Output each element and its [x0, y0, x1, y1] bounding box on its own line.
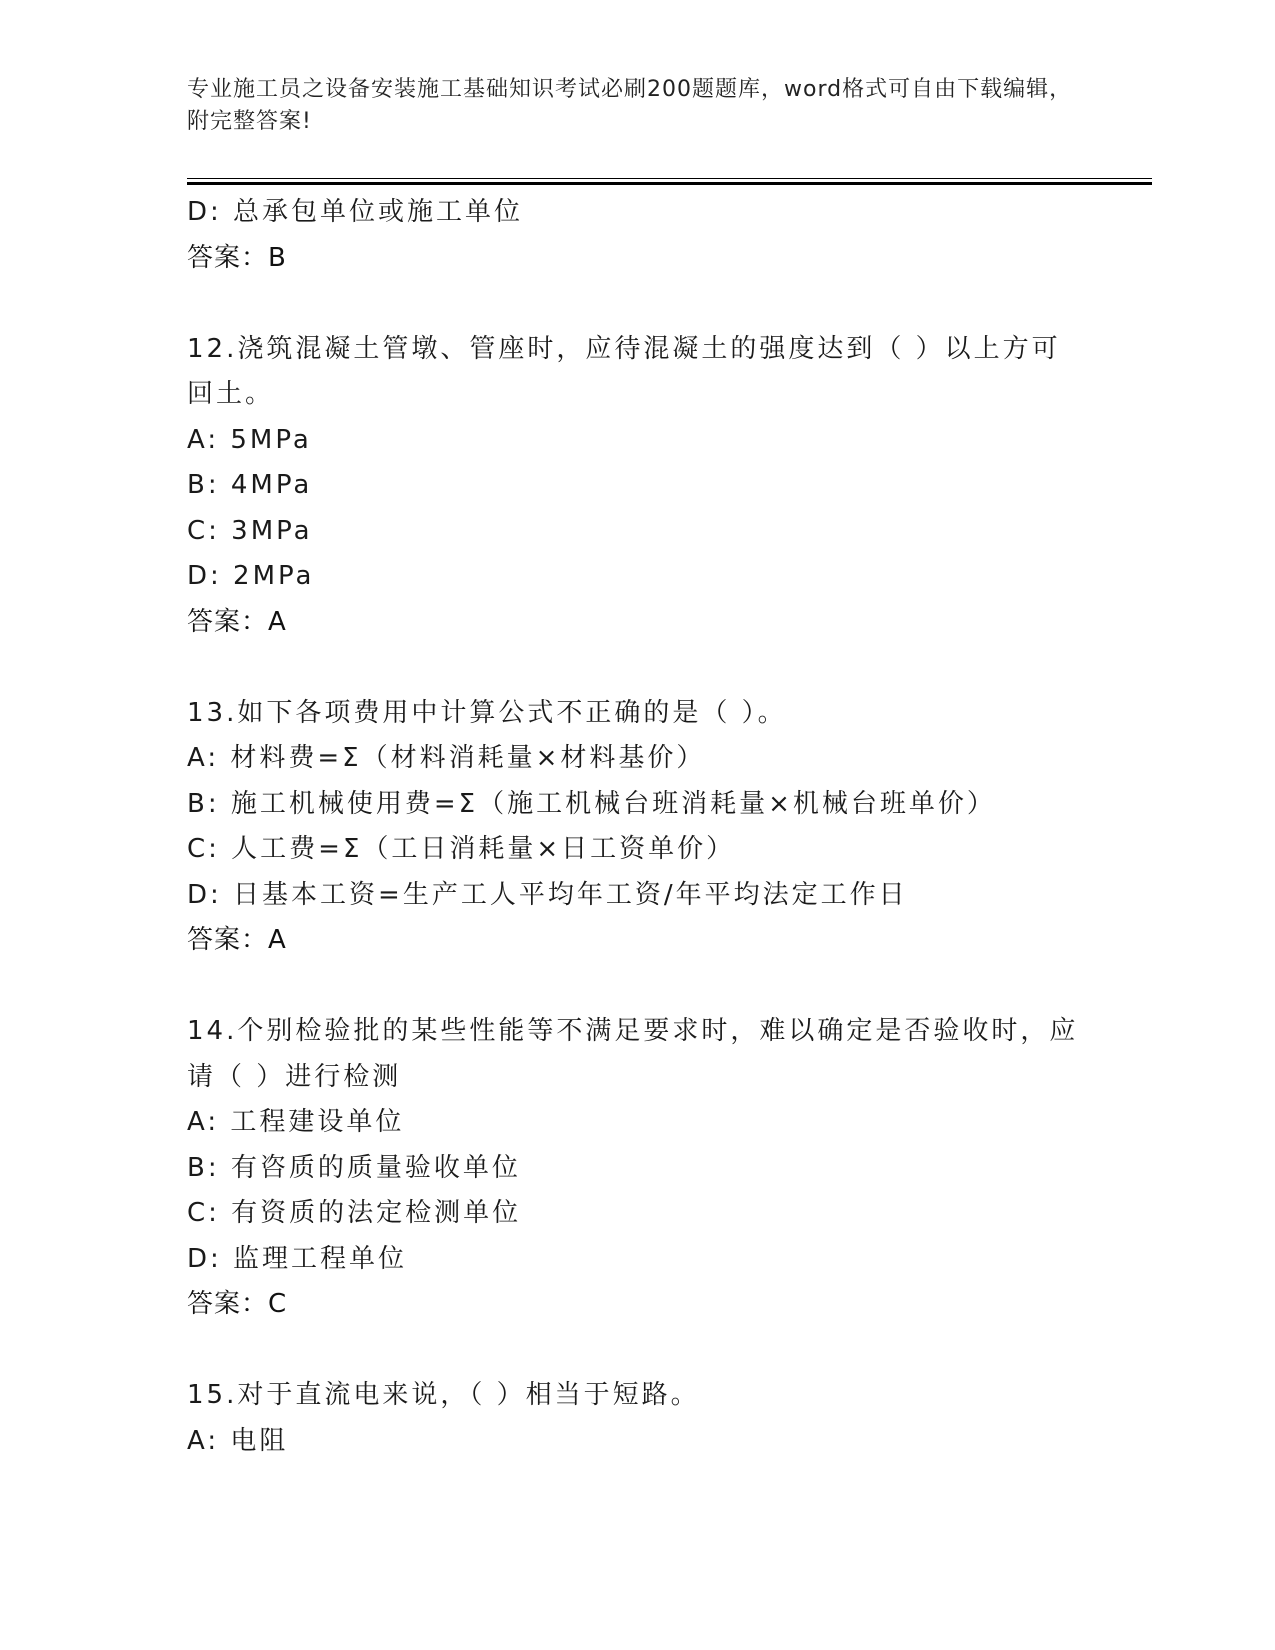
- question-15-option-a: A: 电阻: [187, 1425, 289, 1456]
- question-13-answer: 答案：A: [187, 925, 287, 955]
- question-12-option-a: A: 5MPa: [187, 424, 312, 455]
- question-12-option-c: C: 3MPa: [187, 515, 313, 546]
- prev-option-d: D: 总承包单位或施工单位: [187, 197, 524, 227]
- spacer: [187, 1328, 1087, 1374]
- header-rule-thick: [187, 182, 1152, 185]
- question-14-option-d: D: 监理工程单位: [187, 1243, 408, 1274]
- prev-answer: 答案：B: [187, 242, 287, 273]
- spacer: [187, 281, 1087, 327]
- question-14-stem: 14.个别检验批的某些性能等不满足要求时，难以确定是否验收时，应请（ ）进行检测: [187, 1016, 1079, 1092]
- spacer: [187, 645, 1087, 691]
- question-13-option-c: C: 人工费=Σ（工日消耗量×日工资单价）: [187, 834, 736, 864]
- header-rule-thin: [187, 178, 1152, 179]
- question-14-option-a: A: 工程建设单位: [187, 1107, 405, 1137]
- question-12-answer: 答案：A: [187, 606, 287, 637]
- question-13-option-b: B: 施工机械使用费=Σ（施工机械台班消耗量×机械台班单价）: [187, 788, 996, 819]
- question-15-stem: 15.对于直流电来说，（ ）相当于短路。: [187, 1380, 700, 1410]
- question-12-stem: 12.浇筑混凝土管墩、管座时，应待混凝土的强度达到（ ）以上方可回土。: [187, 333, 1061, 409]
- question-13-stem: 13.如下各项费用中计算公式不正确的是（ ）。: [187, 697, 787, 728]
- question-14-option-c: C: 有资质的法定检测单位: [187, 1198, 522, 1228]
- question-12-option-d: D: 2MPa: [187, 561, 315, 591]
- question-14-answer: 答案：C: [187, 1289, 288, 1319]
- document-header: 专业施工员之设备安装施工基础知识考试必刷200题题库，word格式可自由下载编辑，附完整答案!: [187, 77, 1073, 134]
- question-14-option-b: B: 有咨质的质量验收单位: [187, 1152, 521, 1183]
- question-12-option-b: B: 4MPa: [187, 470, 313, 500]
- question-13-option-a: A: 材料费=Σ（材料消耗量×材料基价）: [187, 743, 706, 773]
- document-body: [187, 190, 1087, 1464]
- spacer: [187, 964, 1087, 1010]
- question-13-option-d: D: 日基本工资=生产工人平均年工资/年平均法定工作日: [187, 879, 908, 910]
